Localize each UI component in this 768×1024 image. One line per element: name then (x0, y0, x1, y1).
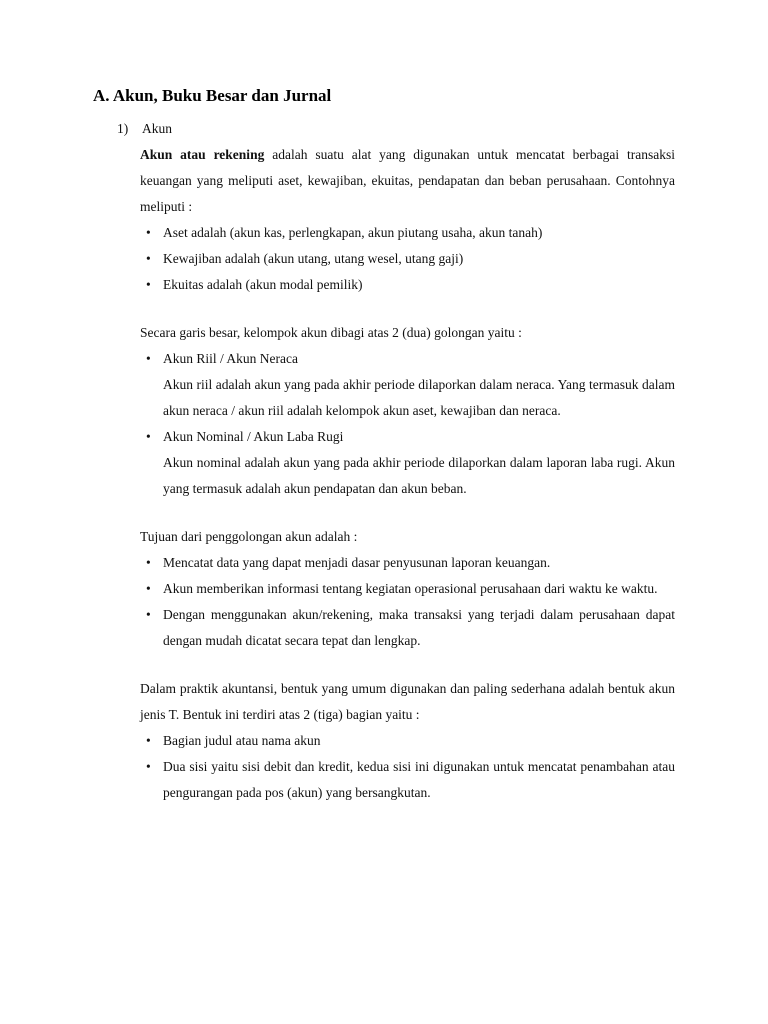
list-item: • Kewajiban adalah (akun utang, utang wesel, utang gaji) (140, 246, 675, 272)
intro-rest: adalah suatu alat yang digunakan untuk mencatat berbagai transaksi keuangan yang meliputi aset, kewajiban, ekuitas, pendapatan dan beban perusahaan. Contohnya meliputi : (140, 147, 675, 214)
group-description: Akun riil adalah akun yang pada akhir periode dilaporkan dalam neraca. Yang termasuk dalam akun neraca / akun riil adalah kelompok akun aset, kewajiban dan neraca. (163, 377, 675, 418)
list-item (140, 346, 675, 424)
item-body (140, 142, 675, 806)
item-number: 1) (117, 121, 129, 136)
purposes-list (140, 550, 675, 654)
list-item: • Ekuitas adalah (akun modal pemilik) (140, 272, 675, 298)
list-item: • Dua sisi yaitu sisi debit dan kredit, kedua sisi ini digunakan untuk mencatat penambahan atau pengurangan pada pos (akun) yang bersangkutan. (140, 754, 675, 806)
groups-list (140, 346, 675, 502)
groups-intro-paragraph: Secara garis besar, kelompok akun dibagi atas 2 (dua) golongan yaitu : (140, 325, 522, 340)
t-account-parts-list (140, 728, 675, 806)
list-item: • Akun memberikan informasi tentang kegiatan operasional perusahaan dari waktu ke waktu. (140, 576, 675, 602)
section-heading: A. Akun, Buku Besar dan Jurnal (93, 86, 332, 105)
group-title: • Akun Nominal / Akun Laba Rugi (163, 429, 344, 444)
group-title: • Akun Riil / Akun Neraca (163, 351, 298, 366)
intro-paragraph (140, 142, 675, 220)
list-item: • Bagian judul atau nama akun (140, 728, 675, 754)
list-item: • Aset adalah (akun kas, perlengkapan, akun piutang usaha, akun tanah) (140, 220, 675, 246)
intro-bold-lead: Akun atau rekening (140, 147, 265, 162)
list-item: • Mencatat data yang dapat menjadi dasar penyusunan laporan keuangan. (140, 550, 675, 576)
group-description: Akun nominal adalah akun yang pada akhir periode dilaporkan dalam laporan laba rugi. Akun yang termasuk adalah akun pendapatan dan akun beban. (163, 455, 675, 496)
numbered-item-label (117, 116, 675, 142)
purpose-intro-paragraph: Tujuan dari penggolongan akun adalah : (140, 529, 358, 544)
item-title: Akun (142, 121, 172, 136)
list-item (140, 424, 675, 502)
numbered-item (93, 116, 675, 806)
examples-list (140, 220, 675, 298)
t-account-intro-paragraph: Dalam praktik akuntansi, bentuk yang umum digunakan dan paling sederhana adalah bentuk akun jenis T. Bentuk ini terdiri atas 2 (tiga) bagian yaitu : (140, 681, 675, 722)
list-item: • Dengan menggunakan akun/rekening, maka transaksi yang terjadi dalam perusahaan dapat dengan mudah dicatat secara tepat dan lengkap. (140, 602, 675, 654)
